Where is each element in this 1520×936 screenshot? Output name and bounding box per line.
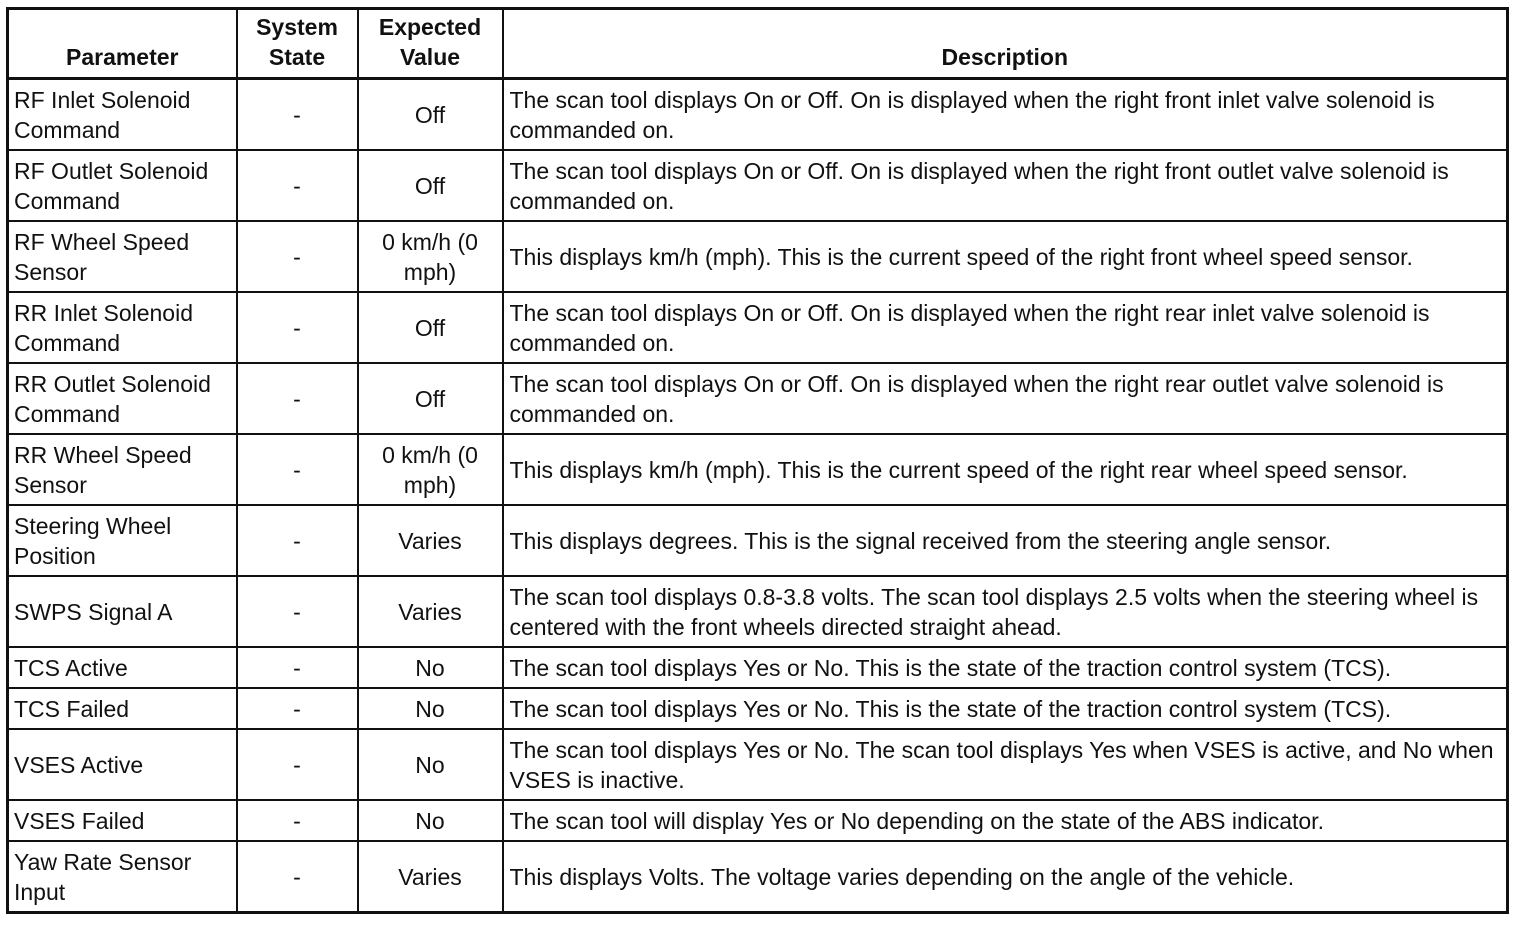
cell-description: This displays km/h (mph). This is the current speed of the right rear wheel speed sensor.: [503, 434, 1508, 505]
cell-description: The scan tool displays 0.8-3.8 volts. The scan tool displays 2.5 volts when the steering wheel is centered with the front wheels directed straight ahead.: [503, 576, 1508, 647]
table-row: [8, 841, 1508, 913]
cell-parameter: VSES Failed: [8, 800, 237, 841]
cell-parameter: RR Wheel Speed Sensor: [8, 434, 237, 505]
cell-parameter: TCS Failed: [8, 688, 237, 729]
cell-parameter: RF Outlet Solenoid Command: [8, 150, 237, 221]
cell-parameter: RF Wheel Speed Sensor: [8, 221, 237, 292]
cell-system-state: -: [237, 79, 358, 151]
cell-description: This displays km/h (mph). This is the current speed of the right front wheel speed sensor.: [503, 221, 1508, 292]
cell-description: The scan tool displays On or Off. On is displayed when the right rear outlet valve solenoid is commanded on.: [503, 363, 1508, 434]
cell-parameter: VSES Active: [8, 729, 237, 800]
cell-expected-value: No: [358, 800, 503, 841]
cell-expected-value: Off: [358, 292, 503, 363]
header-parameter: Parameter: [8, 9, 237, 79]
header-description: Description: [503, 9, 1508, 79]
cell-description: The scan tool displays Yes or No. This is the state of the traction control system (TCS).: [503, 647, 1508, 688]
cell-expected-value: Varies: [358, 505, 503, 576]
cell-system-state: -: [237, 688, 358, 729]
cell-system-state: -: [237, 221, 358, 292]
parameter-table: [6, 7, 1509, 914]
table-header-row: [8, 9, 1508, 79]
cell-description: This displays degrees. This is the signal received from the steering angle sensor.: [503, 505, 1508, 576]
cell-system-state: -: [237, 363, 358, 434]
cell-description: This displays Volts. The voltage varies depending on the angle of the vehicle.: [503, 841, 1508, 913]
cell-expected-value: No: [358, 688, 503, 729]
table-row: [8, 800, 1508, 841]
cell-system-state: -: [237, 505, 358, 576]
cell-expected-value: Off: [358, 150, 503, 221]
cell-system-state: -: [237, 434, 358, 505]
cell-parameter: RR Outlet Solenoid Command: [8, 363, 237, 434]
header-system-state: System State: [237, 9, 358, 79]
table-row: [8, 505, 1508, 576]
table-row: [8, 647, 1508, 688]
cell-parameter: SWPS Signal A: [8, 576, 237, 647]
table-row: [8, 150, 1508, 221]
cell-parameter: Steering Wheel Position: [8, 505, 237, 576]
cell-parameter: RF Inlet Solenoid Command: [8, 79, 237, 151]
cell-expected-value: Varies: [358, 576, 503, 647]
table-row: [8, 576, 1508, 647]
table-row: [8, 729, 1508, 800]
cell-description: The scan tool displays On or Off. On is displayed when the right front outlet valve solenoid is commanded on.: [503, 150, 1508, 221]
cell-system-state: -: [237, 800, 358, 841]
cell-system-state: -: [237, 647, 358, 688]
table-row: [8, 292, 1508, 363]
header-expected-value: Expected Value: [358, 9, 503, 79]
table-row: [8, 688, 1508, 729]
cell-system-state: -: [237, 841, 358, 913]
cell-description: The scan tool will display Yes or No depending on the state of the ABS indicator.: [503, 800, 1508, 841]
cell-expected-value: No: [358, 729, 503, 800]
cell-expected-value: Off: [358, 363, 503, 434]
table-row: [8, 221, 1508, 292]
cell-description: The scan tool displays Yes or No. This is the state of the traction control system (TCS).: [503, 688, 1508, 729]
cell-description: The scan tool displays Yes or No. The scan tool displays Yes when VSES is active, and No when VSES is inactive.: [503, 729, 1508, 800]
cell-system-state: -: [237, 292, 358, 363]
cell-expected-value: 0 km/h (0 mph): [358, 221, 503, 292]
cell-system-state: -: [237, 576, 358, 647]
cell-expected-value: 0 km/h (0 mph): [358, 434, 503, 505]
table-row: [8, 363, 1508, 434]
table-row: [8, 434, 1508, 505]
cell-parameter: TCS Active: [8, 647, 237, 688]
cell-description: The scan tool displays On or Off. On is displayed when the right rear inlet valve solenoid is commanded on.: [503, 292, 1508, 363]
cell-parameter: RR Inlet Solenoid Command: [8, 292, 237, 363]
cell-parameter: Yaw Rate Sensor Input: [8, 841, 237, 913]
table-row: [8, 79, 1508, 151]
cell-description: The scan tool displays On or Off. On is displayed when the right front inlet valve solenoid is commanded on.: [503, 79, 1508, 151]
cell-system-state: -: [237, 729, 358, 800]
parameter-table-container: [6, 7, 1509, 914]
cell-system-state: -: [237, 150, 358, 221]
cell-expected-value: No: [358, 647, 503, 688]
cell-expected-value: Off: [358, 79, 503, 151]
cell-expected-value: Varies: [358, 841, 503, 913]
